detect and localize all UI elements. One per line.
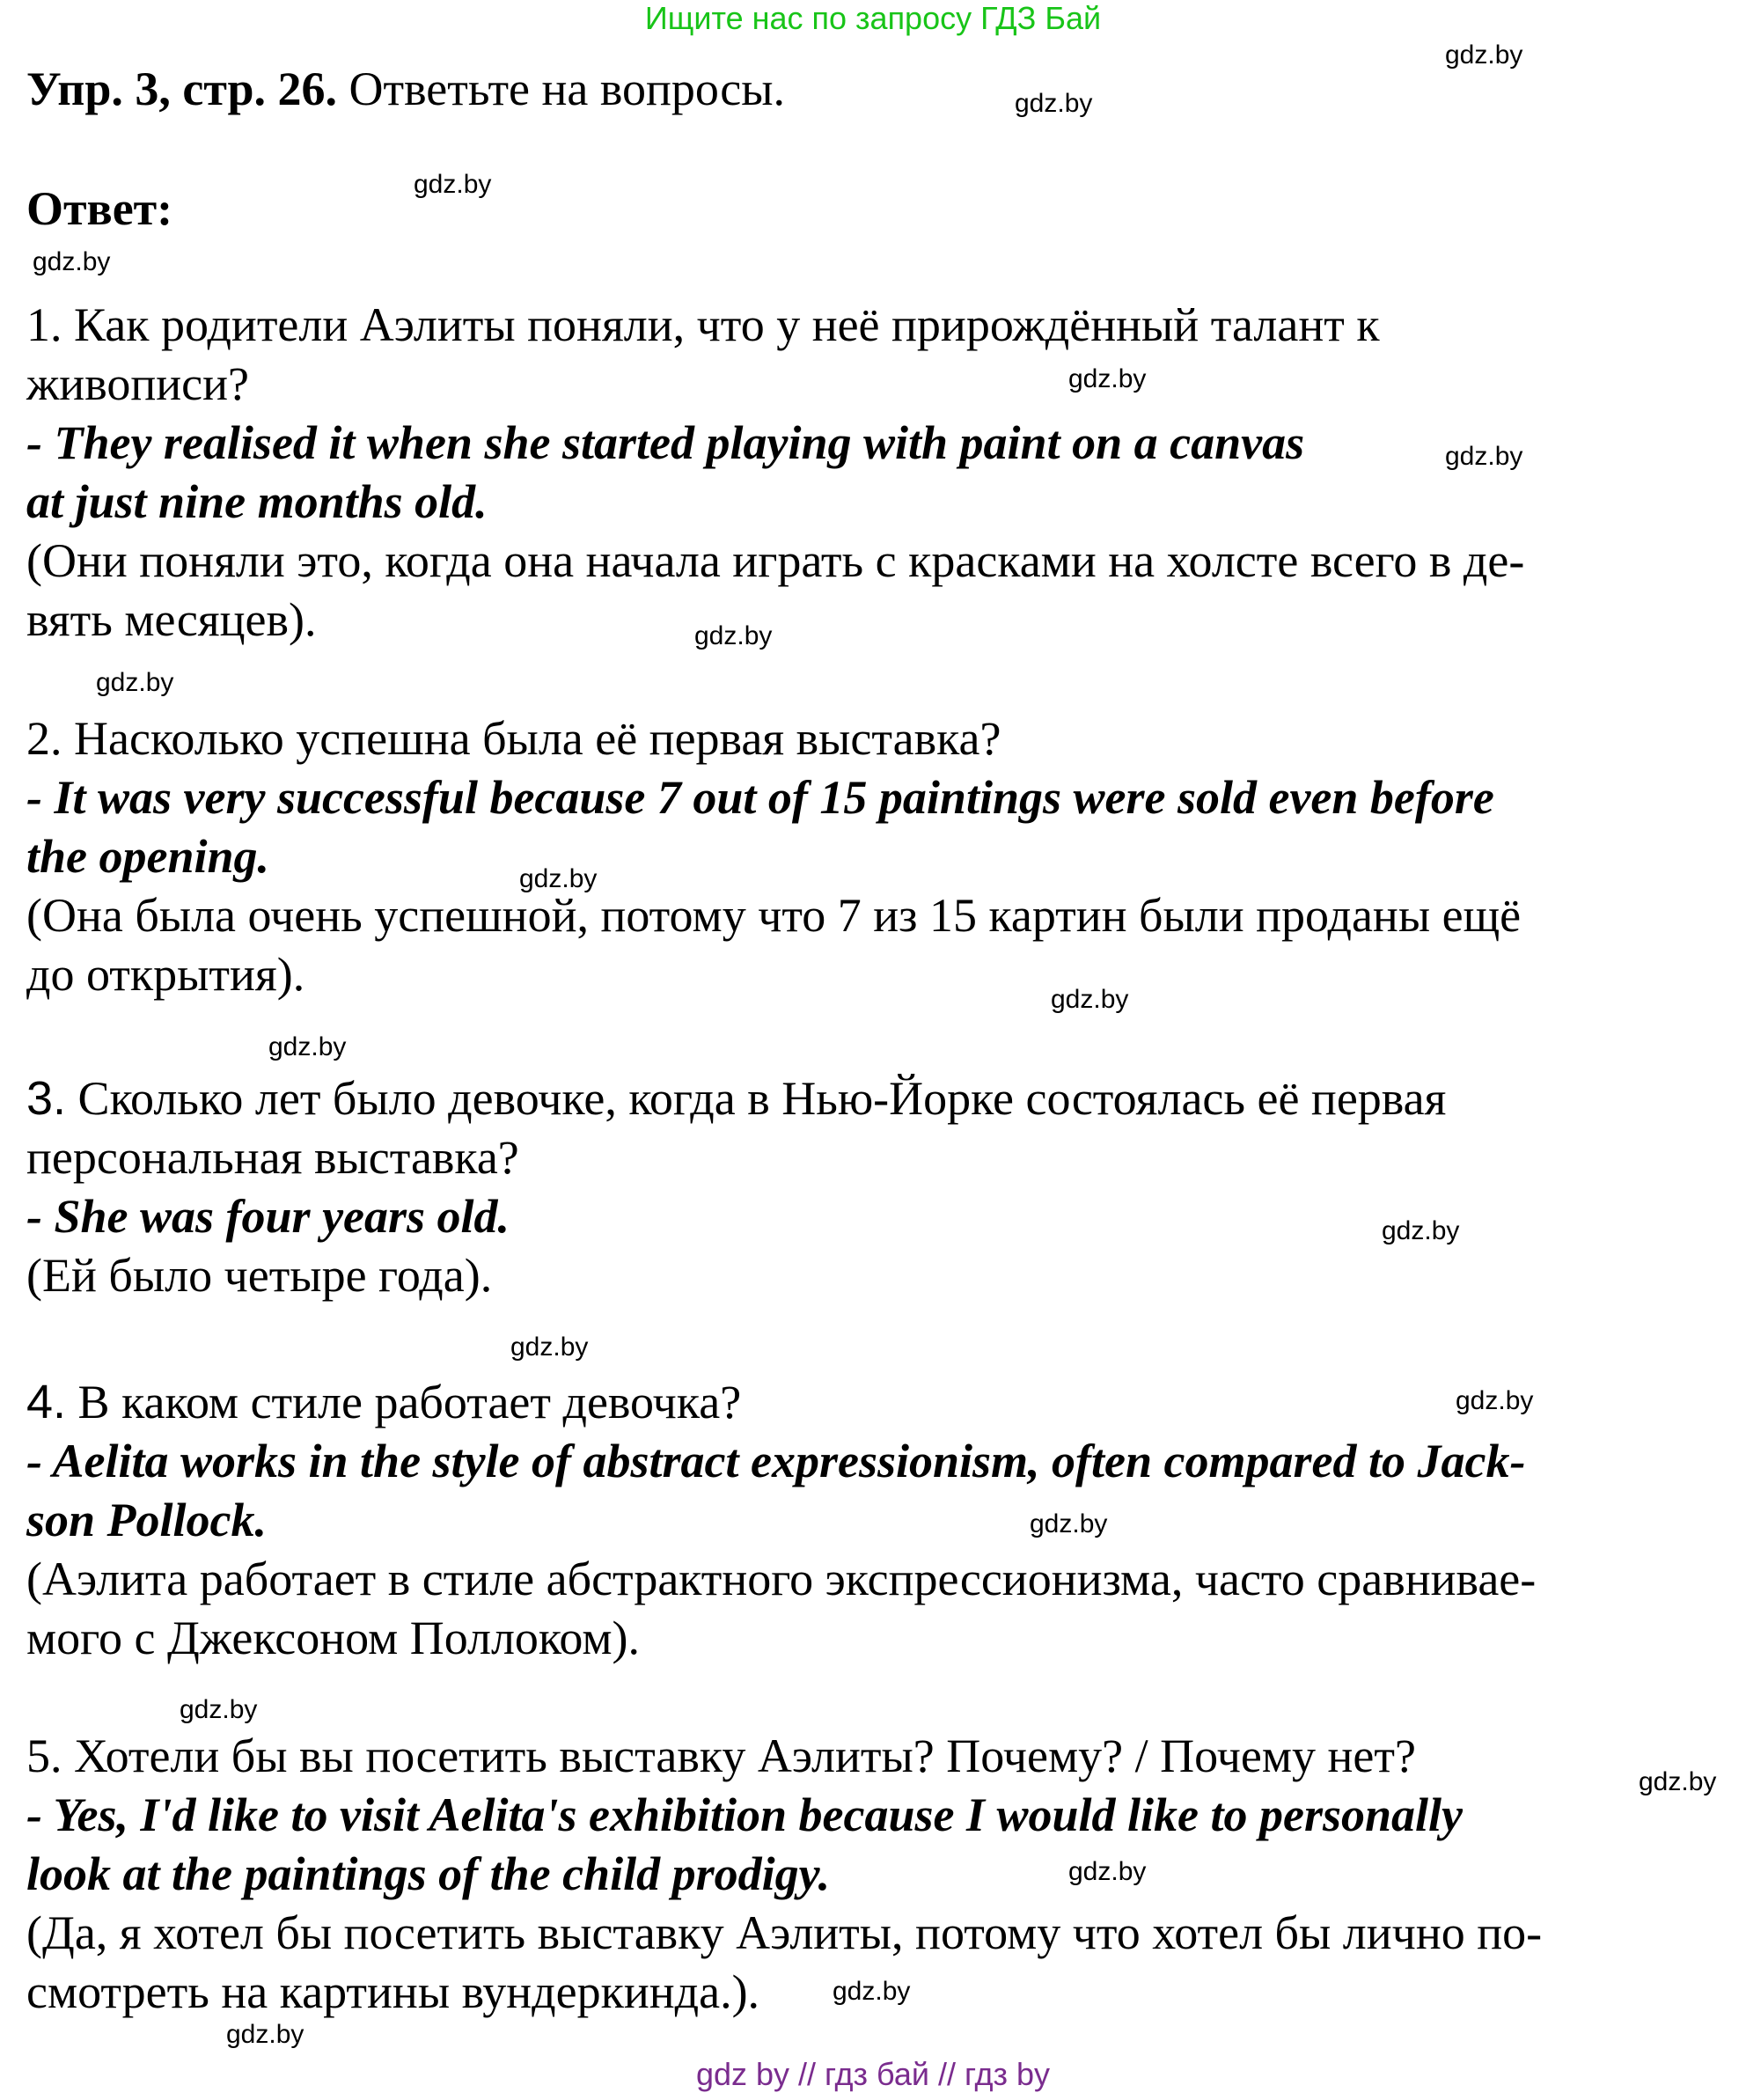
exercise-title [26,62,785,116]
question-number: 4. [26,1376,67,1428]
translation-line: (Ей было четыре года). [26,1249,493,1302]
question-block-3 [26,1069,1681,1305]
translation-line: (Аэлита работает в стиле абстрактного экспрессионизма, часто сравнивае- [26,1553,1537,1605]
watermark: gdz.by [1068,364,1147,393]
exercise-instruction: Ответьте на вопросы. [337,62,785,115]
question-line: персональная выставка? [26,1131,519,1184]
watermark: gdz.by [510,1333,589,1362]
question-line: 3. Сколько лет было девочке, когда в Нью-Йорке состоялась её первая [26,1072,1447,1125]
english-answer-line: - They realised it when she started playing with paint on a canvas [26,416,1305,469]
watermark: gdz.by [694,621,773,650]
question-line: 1. Как родители Аэлиты поняли, что у неё прирождённый талант к [26,298,1380,351]
watermark: gdz.by [1456,1386,1534,1415]
watermark: gdz.by [414,170,492,199]
watermark: gdz.by [1030,1509,1108,1538]
translation-line: (Да, я хотел бы посетить выставку Аэлиты, потому что хотел бы лично по- [26,1906,1543,1959]
translation-line: вять месяцев). [26,593,317,646]
translation-line: мого с Джексоном Поллоком). [26,1612,641,1664]
watermark: gdz.by [1445,40,1523,70]
watermark: gdz.by [1382,1216,1460,1245]
watermark: gdz.by [1639,1767,1717,1796]
question-line: 2. Насколько успешна была её первая выставка? [26,712,1001,765]
english-answer-line: the opening. [26,830,270,883]
english-answer-line: - She was four years old. [26,1190,510,1243]
english-answer-line: - It was very successful because 7 out of 15 paintings were sold even before [26,771,1494,824]
watermark: gdz.by [180,1695,258,1724]
footer-links[interactable]: gdz by // гдз бай // гдз by [695,2056,1051,2092]
question-line: 5. Хотели бы вы посетить выставку Аэлиты? Почему? / Почему нет? [26,1729,1416,1782]
watermark: gdz.by [519,864,598,893]
english-answer-line: son Pollock. [26,1494,268,1546]
watermark: gdz.by [96,668,174,697]
top-banner[interactable]: Ищите нас по запросу ГДЗ Бай [644,0,1102,36]
answer-heading: Ответ: [26,182,173,235]
translation-line: до открытия). [26,948,305,1001]
watermark: gdz.by [226,2020,304,2049]
english-answer-line: - Yes, I'd like to visit Aelita's exhibition because I would like to personally [26,1788,1464,1841]
question-number: 3. [26,1072,67,1125]
watermark: gdz.by [1068,1857,1147,1886]
exercise-number: Упр. 3, стр. 26. [26,62,338,115]
translation-line: (Они поняли это, когда она начала играть с красками на холсте всего в де- [26,534,1525,587]
english-answer-line: look at the paintings of the child prodigy. [26,1847,831,1900]
question-block-1 [26,296,1681,650]
watermark: gdz.by [833,1977,911,2006]
question-block-4 [26,1373,1681,1668]
question-line: живописи? [26,357,249,410]
watermark: gdz.by [1051,985,1129,1014]
watermark: gdz.by [1015,89,1093,118]
question-line: 4. В каком стиле работает девочка? [26,1376,742,1428]
english-answer-line: at just nine months old. [26,475,488,528]
english-answer-line: - Aelita works in the style of abstract expressionism, often compared to Jack- [26,1435,1526,1487]
watermark: gdz.by [33,247,111,276]
question-block-2 [26,709,1681,1004]
watermark: gdz.by [268,1032,347,1061]
translation-line: (Она была очень успешной, потому что 7 из 15 картин были проданы ещё [26,889,1522,942]
watermark: gdz.by [1445,442,1523,471]
translation-line: смотреть на картины вундеркинда.). [26,1965,760,2018]
